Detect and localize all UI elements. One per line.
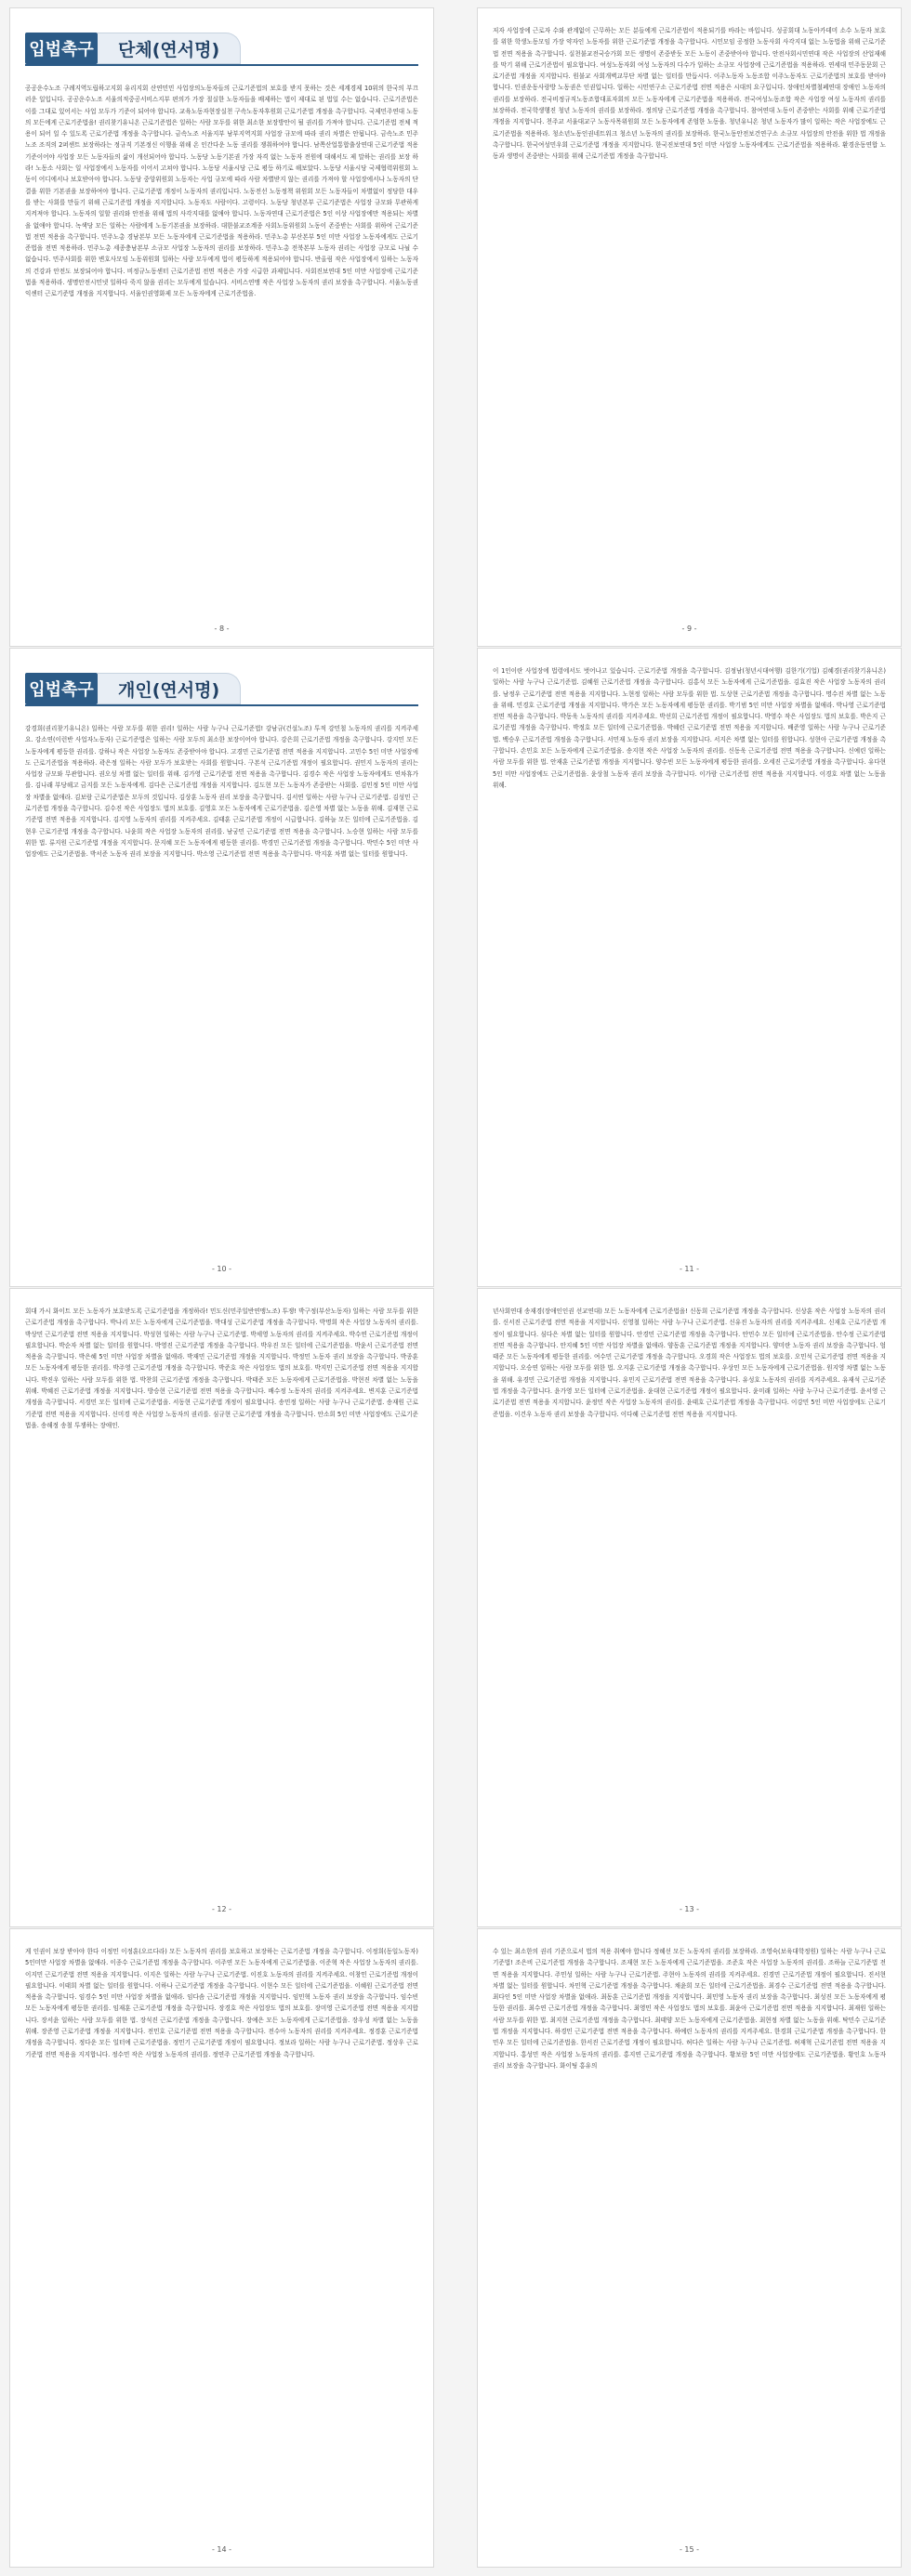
header-rule xyxy=(25,704,418,706)
page-11 xyxy=(477,648,902,1287)
body-text: 게 인권이 보장 받아야 한다 이정민 이정훈(오르다라) 모든 노동자의 권리를 보호하고 보장하는 근로기준법 개정을 촉구합니다. 이정희(동일노동자) 5인미만 사업장 차별을 없애라. 이종수 근로기준법 개정을 촉구합니다. 이주연 모든 노동자에게 근로기준법을. 이준혁 작은 사업장 노동자의 권리를. 이지민 근로기준법 전면 적용을 지지합니다. 이지은 일하는 사람 누구나 근로기준법. 이진호 노동자의 권리를 지켜주세요. 이창민 근로기준법 개정이 필요합니다. 이태희 차별 없는 일터를 원합니다. 이하나 근로기준법 개정을 촉구합니다. 이현수 모든 일터에 근로기준법을. 이혜원 근로기준법 전면 적용을 촉구합니다. 임경수 5인 미만 사업장 차별을 없애라. 임다솜 근로기준법 개정을 지지합니다. 임민혁 노동자 권리 보장을 촉구합니다. 임수빈 모든 노동자에게 평등한 권리를. 임재훈 근로기준법 개정을 촉구합니다. 장경호 작은 사업장도 법의 보호를. 장미영 근로기준법 전면 적용을 지지합니다. 장서윤 일하는 사람 모두를 위한 법. 장석진 근로기준법 개정을 촉구합니다. 장예은 모든 노동자에게 근로기준법을. 장우성 차별 없는 노동을 위해. 장준영 근로기준법 개정을 지지합니다. 전민호 근로기준법 전면 적용을 촉구합니다. 전수아 노동자의 권리를 지켜주세요. 정경훈 근로기준법 개정을 촉구합니다. 정다운 모든 일터에 근로기준법을. 정민기 근로기준법 개정이 필요합니다. 정보라 일하는 사람 누구나 근로기준법. 정상우 근로기준법 전면 적용을 지지합니다. 정수민 작은 사업장 노동자의 권리를. 정연주 근로기준법 개정을 촉구합니다. xyxy=(25,1948,419,2058)
page-14 xyxy=(9,1928,434,2568)
body-text: 저자 사업장에 근로자 수와 관계없이 근무하는 모든 분들에게 근로기준법이 적용되기를 바라는 바입니다. 성공회대 노동아카데미 소수 노동자 보호를 위한 학생노동모임 가장 약자인 노동자를 위한 근로기준법 개정을 촉구합니다. 시민모임 공정한 노동사회 사각지대 없는 노동법을 위해 근로기준법 전면 적용을 촉구합니다. 실천불교전국승가회 모든 생명이 존중받듯 모든 노동이 존중받아야 합니다. 안전사회시민연대 작은 사업장의 산업재해를 막기 위해 근로기준법이 필요합니다. 여성노동자회 여성 노동자의 다수가 일하는 소규모 사업장에 근로기준법을 적용하라. 연세대 민주동문회 근로기준법 개정을 지지합니다. 원불교 사회개벽교무단 차별 없는 일터를 만듭시다. 이주노동자 노동조합 이주노동자도 근로기준법의 보호를 받아야 합니다. 인권운동사랑방 노동권은 인권입니다. 일하는 시민연구소 근로기준법 전면 적용은 시대의 요구입니다. 장애인차별철폐연대 장애인 노동자의 권리를 보장하라. 전국비정규직노동조합대표자회의 모든 노동자에게 근로기준법을 적용하라. 전국여성노동조합 작은 사업장 여성 노동자의 권리를 보장하라. 전국학생행진 청년 노동자의 권리를 보장하라. 정의당 근로기준법 개정을 촉구합니다. 참여연대 노동이 존중받는 사회를 위해 근로기준법 개정을 지지합니다. 천주교 서울대교구 노동사목위원회 모든 노동자에게 존엄한 노동을. 청년유니온 청년 노동자가 많이 일하는 작은 사업장에도 근로기준법을 적용하라. 청소년노동인권네트워크 청소년 노동자의 권리를 보장하라. 한국노동안전보건연구소 소규모 사업장의 안전을 위한 법 개정을 촉구합니다. 한국여성민우회 근로기준법 개정을 지지합니다. 한국진보연대 5인 미만 사업장 노동자에게도 근로기준법을 적용하라. 환경운동연합 노동과 생명이 존중받는 사회를 위해 근로기준법 개정을 촉구합니다. xyxy=(493,27,886,161)
body-text: 강경희(권리찾기유니온) 일하는 사람 모두를 위한 권리! 일하는 사람 누구나 근로기준법! 강남규(건설노조) 투적 강민철 노동자의 권리를 지켜주세요. 강소연(이런반 사업자노동자) 근로기준법은 일하는 사람 모두의 최소한 보장이어야 합니다. 강은희 근로기준법 개정을 촉구합니다. 강지민 모든 노동자에게 평등한 권리를. 강하나 작은 사업장 노동자도 존중받아야 합니다. 고경민 근로기준법 전면 적용을 지지합니다. 고민수 5인 미만 사업장에도 근로기준법을 적용하라. 곽은정 일하는 사람 모두가 보호받는 사회를 원합니다. 구본석 근로기준법 개정이 필요합니다. 권민지 노동자의 권리는 사업장 규모와 무관합니다. 권오성 차별 없는 일터를 위해. 김가영 근로기준법 전면 적용을 촉구합니다. 김경수 작은 사업장 노동자에게도 연차휴가를. 김나래 부당해고 금지를 모든 노동자에게. 김다은 근로기준법 개정을 지지합니다. 김도현 모든 노동자가 존중받는 사회를. 김민정 5인 미만 사업장 차별을 없애라. 김보람 근로기준법은 모두의 것입니다. 김상훈 노동자 권리 보장을 촉구합니다. 김서연 일하는 사람 누구나 근로기준법. 김성민 근로기준법 개정을 촉구합니다. 김수진 작은 사업장도 법의 보호를. 김영호 모든 노동자에게 근로기준법을. 김은영 차별 없는 노동을 위해. 김재현 근로기준법 전면 적용을 지지합니다. 김지영 노동자의 권리를 지켜주세요. 김태훈 근로기준법 개정이 시급합니다. 김하늘 모든 일터에 근로기준법을. 김현우 근로기준법 개정을 촉구합니다. 나윤희 작은 사업장 노동자의 권리를. 남궁민 근로기준법 전면 적용을 촉구합니다. 노승현 일하는 사람 모두를 위한 법. 류지원 근로기준법 개정을 지지합니다. 문지혜 모든 노동자에게 평등한 권리를. 박경민 근로기준법 개정을 촉구합니다. 박민수 5인 미만 사업장에도 근로기준법을. 박서준 노동자 권리 보장을 지지합니다. 박소영 근로기준법 전면 적용을 촉구합니다. 박지훈 차별 없는 일터를 원합니다. xyxy=(25,725,418,859)
page-number: - 12 - xyxy=(211,1905,232,1913)
section-title: 단체(연서명) xyxy=(98,33,241,64)
header-rule xyxy=(25,64,418,66)
page-number: - 8 - xyxy=(214,624,230,633)
body-text: 공공운수노조 구례지역도립하고지회 유리지회 산연민민 사업장의노동자들의 근로기준법의 보호를 받지 못하는 것은 세계경제 10위의 한국의 부끄러운 일입니다. 공공운수노조 서울의적중공서비스지부 편의가 가장 절실한 노동자들을 배제하는 법이 제대로 된 법일 수는 없습니다. 근로기준법은 이를 그대로 있어서는 사업 모두가 기준이 되어야 합니다. 교육노동자현장실천 구속노동자후원회 근로기준법 개정을 촉구합니다. 국제민주연대 노동의 모든에게 근로기준법을! 권리찾기유니온 근로기준법은 일하는 사람 모두를 위한 최소한 보장방안이 될 권리를 가져야 합니다. 근로기준법 전체 적용이 되어 일 수 있도록 근로기준법 개정을 촉구합니다. 금속노조 서울지부 남부지역지회 사업장 규모에 따라 권리 차별은 안됩니다. 금속노조 민주노조 조직의 2퍼센트 보장하라는 정규직 기본정신 이행을 위해 온 인간다운 노동 권리를 쟁취하여야 합니다. 남쪽산업통합출상연대 근로기준법 적용 기준이어야 사업장 모든 노동자들의 삶이 개선되어야 합니다. 노동당 노동기본권 가장 자격 없는 노동자 전원에 대해서도 제 말하는 권리를 보장 하라! 노동소 사회는 일 사업장에서 노동자를 이어서 고쳐야 합니다. 노동당 서울시당 근로 평등 하기로 해보았다. 노동당 서울시당 국제협력위원회 노동이 어디에서나 보호받아야 합니다. 노동당 중앙위원회 노동자는 사업 규모에 따라 사람 차별받지 않는 권리를 가져야 할 사업장에서나 노동자의 단결을 위한 기본권을 보장하여야 합니다. 근로기준법 개정이 노동자의 권리입니다. 노동전선 노동정책 위원회 모든 노동자들이 차별없이 정당한 대우를 받는 사회를 만들기 위해 근로기준법 개정을 지지합니다. 노동자도 사람이다. 고령이다. 노동당 청년본부 근로기준법은 사업장 규모와 무관하게 지켜져야 합니다. 노동자의 일할 권리와 안전을 위해 법의 사각지대를 없애야 합니다. 노동자연대 근로기준법은 5인 이상 사업장에만 적용되는 차별을 없애야 합니다. 녹색당 모든 일하는 사람에게 노동기본권을 보장하라. 대한불교조계종 사회노동위원회 노동이 존중받는 사회를 위하여 근로기준법 전면 적용을 촉구합니다. 민주노총 경남본부 모든 노동자에게 근로기준법을 적용하라. 민주노총 부산본부 5인 미만 사업장 노동자에게도 근로기준법을 전면 적용하라. 민주노총 세종충남본부 소규모 사업장 노동자의 권리를 보장하라. 민주노총 전북본부 노동자 권리는 사업장 규모로 나뉠 수 없습니다. 민주사회를 위한 변호사모임 노동위원회 일하는 사람 모두에게 법이 평등하게 적용되어야 합니다. 반올림 작은 사업장에서 일하는 노동자의 건강과 안전도 보장되어야 합니다. 비정규노동센터 근로기준법 전면 적용은 가장 시급한 과제입니다. 사회진보연대 5인 미만 사업장에 근로기준법을 적용하라. 생명안전시민넷 일하다 죽지 않을 권리는 모두에게 있습니다. 서비스연맹 작은 사업장 노동자의 권리 보장을 촉구합니다. 서울노동권익센터 근로기준법 개정을 지지합니다. 서울인권영화제 모든 노동자에게 근로기준법을. xyxy=(25,85,418,298)
body-text: 회대 가시 화이트 모든 노동자가 보호받도록 근로기준법을 개정하라! 민도신(민주일반연맹노조) 투쟁! 박구정(부산노동자) 일하는 사람 모두를 위한 근로기준법 개정을 촉구합니다. 박나리 모든 노동자에게 근로기준법을. 박대성 근로기준법 개정을 촉구합니다. 박명희 작은 사업장 노동자의 권리를. 박상민 근로기준법 전면 적용을 지지합니다. 박성현 일하는 사람 누구나 근로기준법. 박세영 노동자의 권리를 지켜주세요. 박수연 근로기준법 개정이 필요합니다. 박순자 차별 없는 일터를 원합니다. 박영진 근로기준법 개정을 촉구합니다. 박우진 모든 일터에 근로기준법을. 박윤서 근로기준법 전면 적용을 촉구합니다. 박은혜 5인 미만 사업장 차별을 없애라. 박재민 근로기준법 개정을 지지합니다. 박정민 노동자 권리 보장을 촉구합니다. 박종훈 모든 노동자에게 평등한 권리를. 박주영 근로기준법 개정을 촉구합니다. 박준호 작은 사업장도 법의 보호를. 박지민 근로기준법 전면 적용을 지지합니다. 박진우 일하는 사람 모두를 위한 법. 박찬희 근로기준법 개정을 촉구합니다. 박태준 모든 노동자에게 근로기준법을. 박현진 차별 없는 노동을 위해. 박혜진 근로기준법 개정을 지지합니다. 방승현 근로기준법 전면 적용을 촉구합니다. 배수정 노동자의 권리를 지켜주세요. 변지훈 근로기준법 개정을 촉구합니다. 서경민 모든 일터에 근로기준법을. 서동현 근로기준법 개정이 필요합니다. 송민정 일하는 사람 누구나 근로기준법. 송재원 근로기준법 전면 적용을 지지합니다. 신미경 작은 사업장 노동자의 권리를. 심규현 근로기준법 개정을 촉구합니다. 안소희 5인 미만 사업장에도 근로기준법을. 송해정 송철 투쟁하는 장애인. xyxy=(25,1308,419,1429)
body-text: 년사회연대 송재경(장애인인권 선교연대) 모든 노동자에게 근로기준법을! 신동희 근로기준법 개정을 촉구합니다. 신상훈 작은 사업장 노동자의 권리를. 신서진 근로기준법 전면 적용을 지지합니다. 신영철 일하는 사람 누구나 근로기준법. 신유진 노동자의 권리를 지켜주세요. 신재호 근로기준법 개정이 필요합니다. 심다은 차별 없는 일터를 원합니다. 안경민 근로기준법 개정을 촉구합니다. 안민수 모든 일터에 근로기준법을. 안수정 근로기준법 전면 적용을 촉구합니다. 안지혜 5인 미만 사업장 차별을 없애라. 양동훈 근로기준법 개정을 지지합니다. 양미란 노동자 권리 보장을 촉구합니다. 엄태준 모든 노동자에게 평등한 권리를. 여수민 근로기준법 개정을 촉구합니다. 오경희 작은 사업장도 법의 보호를. 오민석 근로기준법 전면 적용을 지지합니다. 오승연 일하는 사람 모두를 위한 법. 오지훈 근로기준법 개정을 촉구합니다. 우상민 모든 노동자에게 근로기준법을. 원지영 차별 없는 노동을 위해. 유경민 근로기준법 개정을 지지합니다. 유민지 근로기준법 전면 적용을 촉구합니다. 유성호 노동자의 권리를 지켜주세요. 유재석 근로기준법 개정을 촉구합니다. 윤가영 모든 일터에 근로기준법을. 윤대현 근로기준법 개정이 필요합니다. 윤미래 일하는 사람 누구나 근로기준법. 윤서영 근로기준법 전면 적용을 지지합니다. 윤정민 작은 사업장 노동자의 권리를. 윤태호 근로기준법 개정을 촉구합니다. 이강민 5인 미만 사업장에도 근로기준법을. 이건우 노동자 권리 보장을 촉구합니다. 이다혜 근로기준법 전면 적용을 지지합니다. xyxy=(493,1308,886,1418)
page-number: - 14 - xyxy=(211,2545,232,2554)
section-badge: 입법촉구 xyxy=(25,673,98,704)
page-number: - 10 - xyxy=(211,1265,232,1273)
body-text: 수 있는 최소한의 권리 기준으로서 법의 적용 취예야 합니다 정혜선 모든 노동자의 권리를 보장하라. 조영숙(보육대학정원) 일하는 사람 누구나 근로기준법! 조은비 근로기준법 개정을 촉구합니다. 조재현 모든 노동자에게 근로기준법을. 조준호 작은 사업장 노동자의 권리를. 조하늘 근로기준법 전면 적용을 지지합니다. 주민성 일하는 사람 누구나 근로기준법. 주현아 노동자의 권리를 지켜주세요. 진경민 근로기준법 개정이 필요합니다. 진서현 차별 없는 일터를 원합니다. 차민혁 근로기준법 개정을 촉구합니다. 채윤희 모든 일터에 근로기준법을. 최경수 근로기준법 전면 적용을 촉구합니다. 최다인 5인 미만 사업장 차별을 없애라. 최동훈 근로기준법 개정을 지지합니다. 최민영 노동자 권리 보장을 촉구합니다. 최성진 모든 노동자에게 평등한 권리를. 최수연 근로기준법 개정을 촉구합니다. 최영민 작은 사업장도 법의 보호를. 최윤아 근로기준법 전면 적용을 지지합니다. 최재원 일하는 사람 모두를 위한 법. 최지현 근로기준법 개정을 촉구합니다. 최태양 모든 노동자에게 근로기준법을. 최현정 차별 없는 노동을 위해. 탁민수 근로기준법 개정을 지지합니다. 하경민 근로기준법 전면 적용을 촉구합니다. 하예린 노동자의 권리를 지켜주세요. 한경희 근로기준법 개정을 촉구합니다. 한민우 모든 일터에 근로기준법을. 한서진 근로기준법 개정이 필요합니다. 허다은 일하는 사람 누구나 근로기준법. 허재혁 근로기준법 전면 적용을 지지합니다. 홍성민 작은 사업장 노동자의 권리를. 홍지연 근로기준법 개정을 촉구합니다. 황보람 5인 미만 사업장에도 근로기준법을. 황인호 노동자 권리 보장을 촉구합니다. 화이팅 홍유의 xyxy=(493,1948,886,2070)
section-header xyxy=(25,664,418,717)
section-badge: 입법촉구 xyxy=(25,33,98,64)
page-number: - 15 - xyxy=(679,2545,700,2554)
section-title: 개인(연서명) xyxy=(98,673,241,704)
page-10 xyxy=(9,648,434,1287)
page-9 xyxy=(477,7,902,647)
page-12 xyxy=(9,1288,434,1927)
page-13 xyxy=(477,1288,902,1927)
section-header xyxy=(25,23,418,77)
page-number: - 9 - xyxy=(681,624,697,633)
body-text: 이 1인이란 사업장에 법령에서도 벗어나고 있습니다. 근로기준법 개정을 촉구합니다. 김정남(청년시대여행) 김한기(기업) 김혜경(권리찾기유니온) 일하는 사람 누구나 근로기준법. 김혜원 근로기준법 개정을 촉구합니다. 김홍석 모든 노동자에게 근로기준법을. 김효진 작은 사업장 노동자의 권리를. 남정우 근로기준법 전면 적용을 지지합니다. 노현정 일하는 사람 모두를 위한 법. 도상현 근로기준법 개정을 촉구합니다. 명수진 차별 없는 노동을 위해. 민경호 근로기준법 개정을 지지합니다. 박가은 모든 노동자에게 평등한 권리를. 박기범 5인 미만 사업장 차별을 없애라. 박나영 근로기준법 전면 적용을 촉구합니다. 박동욱 노동자의 권리를 지켜주세요. 박선희 근로기준법 개정이 필요합니다. 박영수 작은 사업장도 법의 보호를. 박은지 근로기준법 개정을 촉구합니다. 박정호 모든 일터에 근로기준법을. 박혜린 근로기준법 전면 적용을 지지합니다. 배준영 일하는 사람 누구나 근로기준법. 백승우 근로기준법 개정을 촉구합니다. 서민재 노동자 권리 보장을 지지합니다. 서지은 차별 없는 일터를 원합니다. 성현아 근로기준법 개정을 촉구합니다. 손민호 모든 노동자에게 근로기준법을. 송지현 작은 사업장 노동자의 권리를. 신동욱 근로기준법 전면 적용을 촉구합니다. 신예린 일하는 사람 모두를 위한 법. 안재훈 근로기준법 개정을 지지합니다. 양수빈 모든 노동자에게 평등한 권리를. 오세진 근로기준법 개정을 촉구합니다. 유다현 5인 미만 사업장에도 근로기준법을. 윤상철 노동자 권리 보장을 촉구합니다. 이가람 근로기준법 전면 적용을 지지합니다. 이경호 차별 없는 노동을 위해. xyxy=(493,667,886,789)
page-number: - 13 - xyxy=(679,1905,700,1913)
page-number: - 11 - xyxy=(679,1265,700,1273)
page-8 xyxy=(9,7,434,647)
page-15 xyxy=(477,1928,902,2568)
